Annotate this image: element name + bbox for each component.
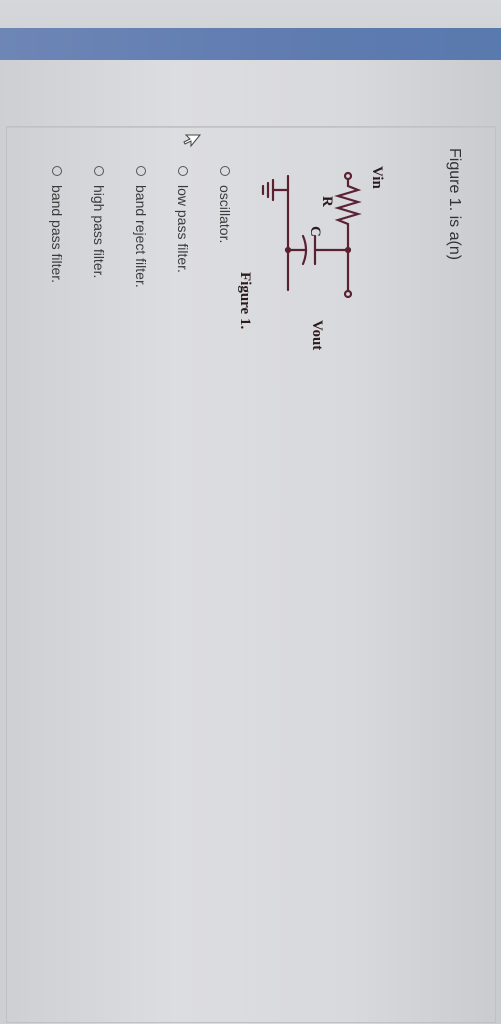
answer-label: low pass filter. xyxy=(175,185,191,273)
radio-button[interactable] xyxy=(94,166,104,176)
rc-circuit-figure xyxy=(237,166,443,410)
vout-label: Vout xyxy=(309,320,325,351)
resistor-symbol xyxy=(338,179,358,290)
radio-button[interactable] xyxy=(178,166,188,176)
answer-label: band reject filter. xyxy=(133,185,149,288)
answer-label: band pass filter. xyxy=(49,185,65,284)
answer-option-low-pass[interactable] xyxy=(175,166,191,273)
answer-option-oscillator[interactable] xyxy=(217,166,233,243)
mouse-pointer-icon xyxy=(183,134,201,148)
radio-button[interactable] xyxy=(220,166,230,176)
answer-option-band-reject[interactable] xyxy=(133,166,149,288)
answer-option-high-pass[interactable] xyxy=(91,166,107,278)
radio-button[interactable] xyxy=(52,166,62,176)
answer-option-band-pass[interactable] xyxy=(49,166,65,283)
answer-label: high pass filter. xyxy=(91,185,107,279)
figure-caption: Figure 1. xyxy=(237,272,253,330)
question-prompt: Figure 1. is a(n) xyxy=(446,148,463,261)
output-terminal xyxy=(345,291,351,297)
r-label: R xyxy=(319,196,335,207)
vin-label: Vin xyxy=(369,166,385,189)
radio-button[interactable] xyxy=(136,166,146,176)
c-label: C xyxy=(307,226,323,237)
answer-label: oscillator. xyxy=(217,185,233,244)
